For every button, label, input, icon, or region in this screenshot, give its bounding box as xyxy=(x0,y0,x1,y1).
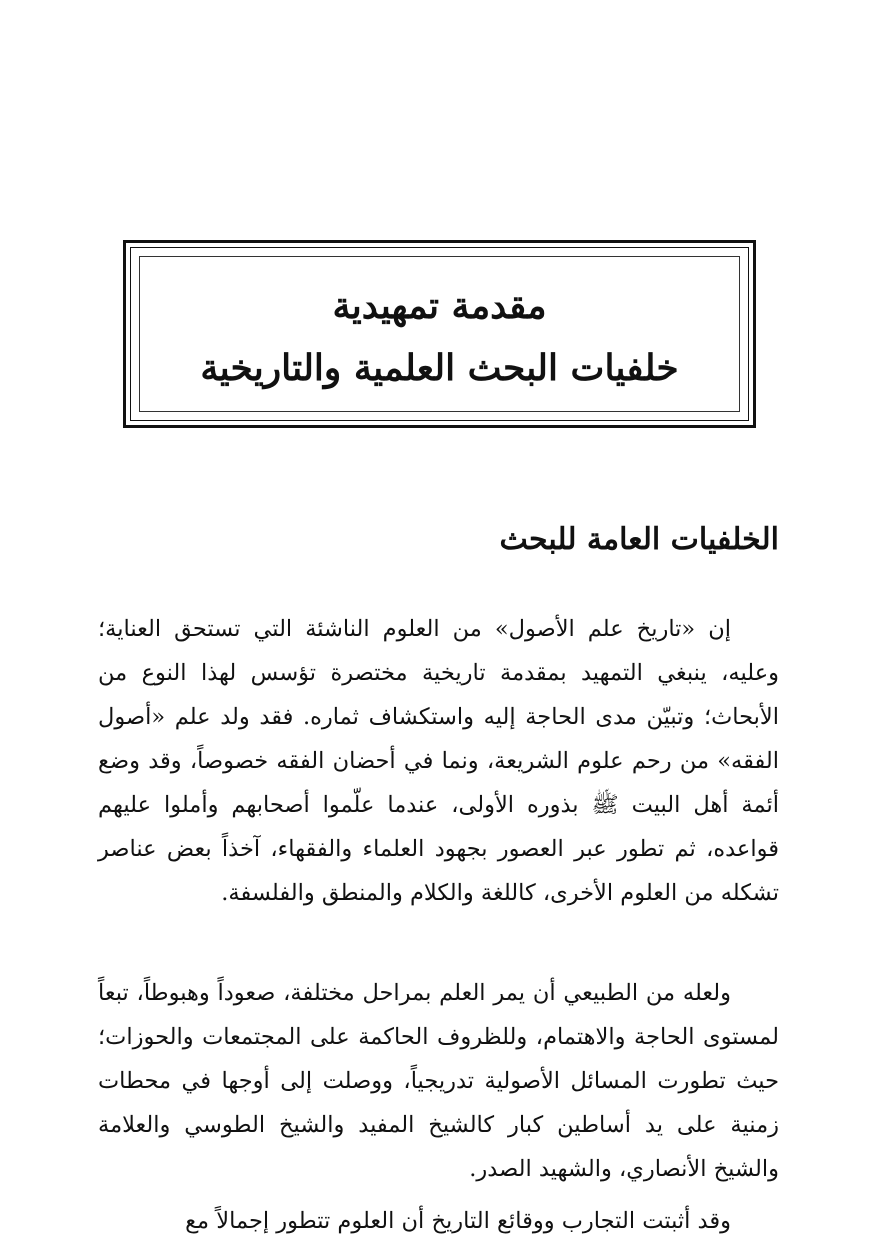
paragraph-1: إن «تاريخ علم الأصول» من العلوم الناشئة التي تستحق العناية؛ وعليه، ينبغي التمهيد بمقدمة تاريخية مختصرة تؤسس لهذا النوع من الأبحاث؛ وتبيّن مدى الحاجة إليه واستكشاف ثماره. فقد ولد علم «أصول الفقه» من رحم علوم الشريعة، ونما في أحضان الفقه خصوصاً، وقد وضع أئمة أهل البيت ﷺ بذوره الأولى، عندما علّموا أصحابهم وأملوا عليهم قواعده، ثم تطور عبر العصور بجهود العلماء والفقهاء، آخذاً بعض عناصر تشكله من العلوم الأخرى، كاللغة والكلام والمنطق والفلسفة. xyxy=(98,615,779,906)
paragraph-2: ولعله من الطبيعي أن يمر العلم بمراحل مختلفة، صعوداً وهبوطاً، تبعاً لمستوى الحاجة والاهتمام، وللظروف الحاكمة على المجتمعات والحوزات؛ حيث تطورت المسائل الأصولية تدريجياً، ووصلت إلى أوجها في محطات زمنية على يد أساطين كبار كالشيخ المفيد والشيخ الطوسي والعلامة والشيخ الأنصاري، والشهيد الصدر. xyxy=(98,979,779,1182)
chapter-subtitle: خلفيات البحث العلمية والتاريخية xyxy=(200,347,679,389)
section-heading: الخلفيات العامة للبحث xyxy=(499,522,779,557)
title-frame-inner xyxy=(130,247,749,421)
chapter-title: مقدمة تمهيدية xyxy=(332,285,547,327)
paragraph-3: وقد أثبتت التجارب ووقائع التاريخ أن العلوم تتطور إجمالاً مع xyxy=(185,1207,731,1234)
title-frame xyxy=(123,240,756,428)
